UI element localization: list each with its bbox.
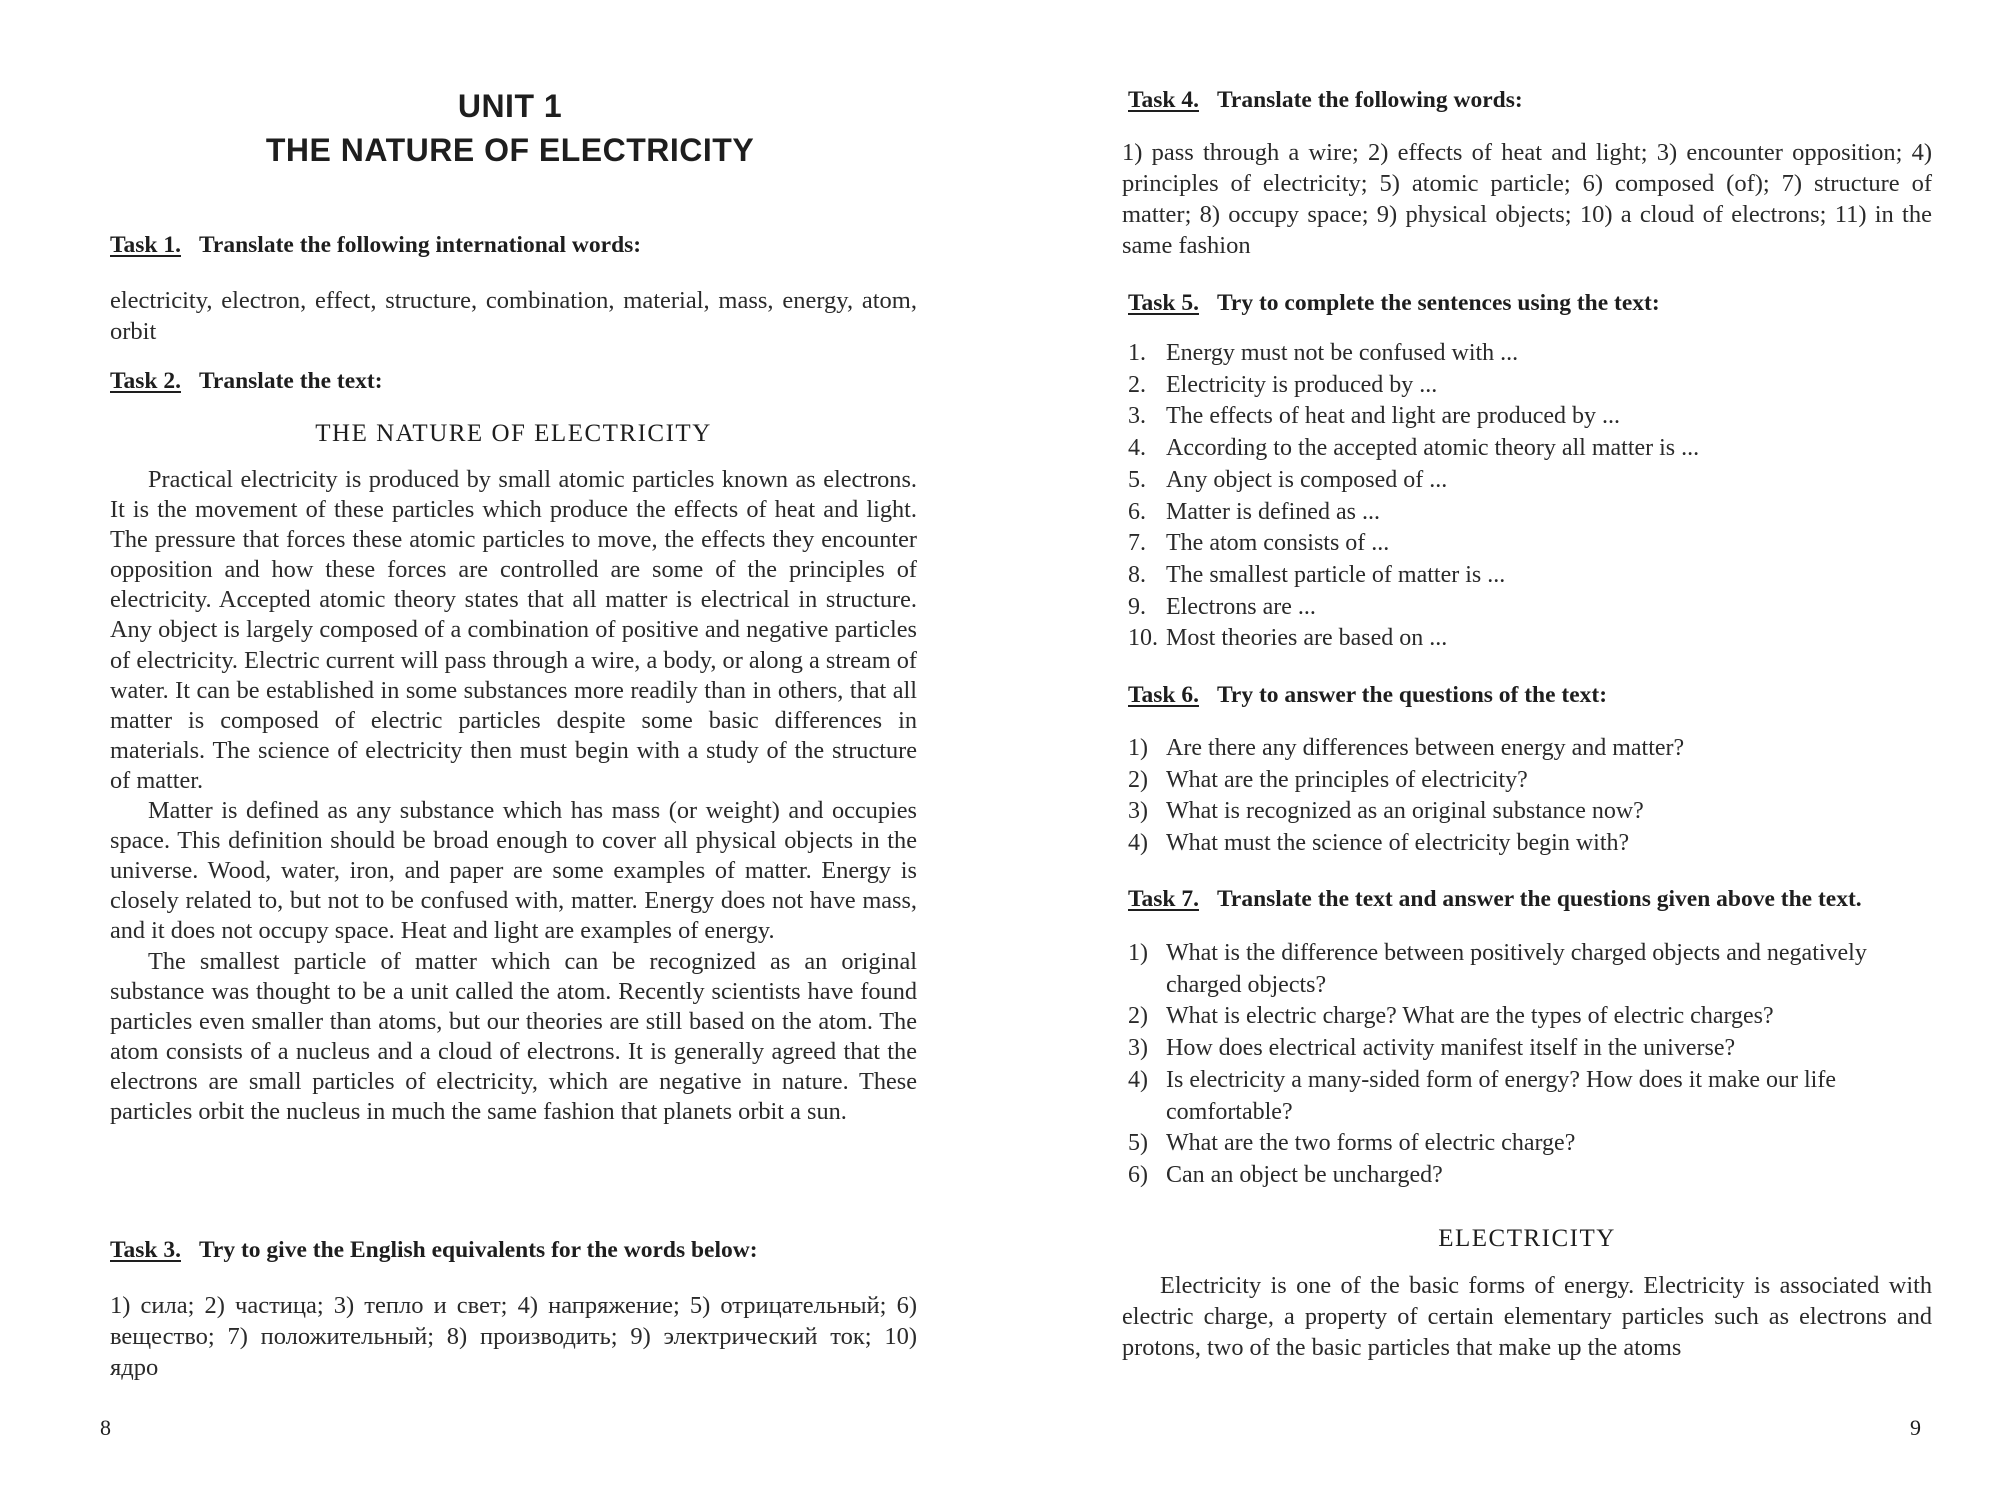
list-item (1128, 765, 1928, 797)
list-item (1128, 465, 1928, 497)
task5-label: Task 5. (1128, 290, 1199, 316)
paragraph: The smallest particle of matter which can be recognized as an original substance was thought to be a unit called the atom. Recently scientists have found particles even smaller than atoms, but our theories are still based on the atom. The atom consists of a nucleus and a cloud of electrons. It is generally agreed that the electrons are small particles of electricity, which are negative in nature. These particles orbit the nucleus in much the same fashion that planets orbit a sun. (110, 947, 917, 1125)
task4-heading (1128, 87, 1523, 114)
task6-list (1128, 733, 1928, 860)
item-number: 10. (1128, 625, 1158, 652)
task2-label: Task 2. (110, 368, 181, 394)
unit-title: UNIT 1 (457, 88, 563, 124)
list-item (1128, 1033, 1933, 1065)
item-text: Any object is composed of ... (1166, 466, 1448, 493)
task5-instruction: Try to complete the sentences using the text: (1216, 290, 1660, 316)
list-item (1128, 828, 1928, 860)
item-number: 8. (1128, 561, 1146, 588)
item-text: Are there any differences between energy and matter? (1166, 735, 1685, 761)
task3-instruction: Try to give the English equivalents for the words below: (198, 1237, 758, 1263)
item-number: 4) (1128, 830, 1148, 857)
item-number: 2) (1128, 766, 1148, 793)
task6-label: Task 6. (1128, 682, 1199, 708)
list-item (1128, 592, 1928, 624)
task4-label: Task 4. (1128, 87, 1199, 113)
item-text: What is the difference between positively charged objects and negatively charged objects? (1166, 940, 1867, 998)
task1-label: Task 1. (110, 232, 181, 258)
item-text: According to the accepted atomic theory all matter is ... (1166, 435, 1700, 462)
item-text: What must the science of electricity begin with? (1166, 830, 1630, 857)
item-number: 7. (1128, 530, 1146, 557)
item-text: Electricity is produced by ... (1166, 371, 1438, 398)
list-item (1128, 623, 1928, 655)
list-item (1128, 1160, 1933, 1192)
item-number: 2) (1128, 1003, 1148, 1030)
item-number: 3) (1128, 1035, 1148, 1062)
electricity-title: ELECTRICITY (1438, 1225, 1616, 1252)
list-item (1128, 938, 1933, 1001)
paragraph: Matter is defined as any substance which has mass (or weight) and occupies space. This definition should be broad enough to cover all physical objects in the universe. Wood, water, iron, and paper are some examples of matter. Energy is closely related to, but not to be confused with, matter. Energy does not have mass, and it does not occupy space. Heat and light are examples of energy. (110, 797, 917, 945)
item-number: 1. (1128, 340, 1146, 366)
item-text: What are the principles of electricity? (1166, 766, 1528, 793)
text-title: THE NATURE OF ELECTRICITY (315, 420, 712, 447)
paragraph: Practical electricity is produced by small atomic particles known as electrons. It is the movement of these particles which produce the effects of heat and light. The pressure that forces these atomic particles to move, the effects they encounter opposition and how these forces are controlled are some of the principles of electricity. Accepted atomic theory states that all matter is electrical in structure. Any object is largely composed of a combination of positive and negative particles of electricity. Electric current will pass through a wire, a body, or along a stream of water. It can be established in some substances more readily than in others, that all matter is composed of electric particles despite some basic differences in materials. The science of electricity then must begin with a study of the structure of matter. (110, 466, 917, 794)
item-text: What is electric charge? What are the types of electric charges? (1166, 1003, 1774, 1030)
task3-heading (110, 1237, 758, 1264)
task4-instruction: Translate the following words: (1216, 87, 1523, 113)
list-item (1128, 497, 1928, 529)
item-text: Matter is defined as ... (1166, 498, 1380, 525)
item-number: 5. (1128, 466, 1146, 493)
item-text: The atom consists of ... (1166, 530, 1390, 557)
list-item (1128, 796, 1928, 828)
item-text: Most theories are based on ... (1166, 625, 1448, 652)
list-item (1128, 733, 1928, 765)
item-text: What is recognized as an original substance now? (1166, 798, 1644, 825)
task7-heading (1128, 886, 1862, 913)
page-number-left: 8 (100, 1415, 111, 1440)
task7-label: Task 7. (1128, 886, 1199, 912)
unit-subtitle: THE NATURE OF ELECTRICITY (265, 132, 755, 168)
page-number-right: 9 (1910, 1415, 1921, 1440)
task1-words: electricity, electron, effect, structure, combination, material, mass, energy, atom, orbit (110, 287, 917, 345)
item-number: 1) (1128, 735, 1148, 761)
item-number: 2. (1128, 371, 1146, 398)
list-item (1128, 433, 1928, 465)
item-number: 5) (1128, 1130, 1148, 1157)
task2-heading (110, 368, 383, 395)
task6-instruction: Try to answer the questions of the text: (1216, 682, 1608, 708)
item-number: 4) (1128, 1066, 1148, 1093)
list-item (1128, 560, 1928, 592)
main-text (110, 465, 917, 1127)
item-text: What are the two forms of electric charge? (1166, 1130, 1576, 1157)
item-text: How does electrical activity manifest itself in the universe? (1166, 1035, 1736, 1062)
task3-words: 1) сила; 2) частица; 3) тепло и свет; 4) напряжение; 5) отрицательный; 6) вещество; 7) положительный; 8) производить; 9) электрический ток; 10) ядро (110, 1292, 917, 1381)
item-number: 9. (1128, 593, 1146, 620)
task5-list (1128, 338, 1928, 655)
task1-heading (110, 232, 641, 259)
list-item (1128, 370, 1928, 402)
item-text: The effects of heat and light are produced by ... (1166, 403, 1621, 430)
list-item (1128, 1128, 1933, 1160)
task1-instruction: Translate the following international words: (198, 232, 642, 258)
task7-instruction: Translate the text and answer the questions given above the text. (1216, 886, 1862, 912)
task6-heading (1128, 682, 1607, 709)
item-number: 4. (1128, 435, 1146, 462)
item-number: 3. (1128, 403, 1146, 430)
list-item (1128, 528, 1928, 560)
list-item (1128, 401, 1928, 433)
item-number: 6) (1128, 1161, 1148, 1188)
item-text: Can an object be uncharged? (1166, 1161, 1443, 1188)
list-item (1128, 338, 1928, 370)
task4-words: 1) pass through a wire; 2) effects of heat and light; 3) encounter opposition; 4) principles of electricity; 5) atomic particle; 6) composed (of); 7) structure of matter; 8) occupy space; 9) physical objects; 10) a cloud of electrons; 11) in the same fashion (1122, 139, 1932, 259)
list-item (1128, 1001, 1933, 1033)
item-number: 3) (1128, 798, 1148, 825)
item-text: Energy must not be confused with ... (1166, 340, 1519, 366)
item-text: Is electricity a many-sided form of energy? How does it make our life comfortable? (1166, 1066, 1836, 1125)
task2-instruction: Translate the text: (198, 368, 383, 394)
task7-list (1128, 938, 1933, 1192)
list-item (1128, 1065, 1933, 1128)
task3-label: Task 3. (110, 1237, 181, 1263)
right-page (1000, 0, 2000, 1505)
item-number: 6. (1128, 498, 1146, 525)
item-number: 1) (1128, 940, 1148, 966)
item-text: The smallest particle of matter is ... (1166, 561, 1506, 588)
task5-heading (1128, 290, 1660, 317)
electricity-text: Electricity is one of the basic forms of energy. Electricity is associated with electric charge, a property of certain elementary particles such as electrons and protons, two of the basic particles that make up the atoms (1122, 1272, 1932, 1361)
item-text: Electrons are ... (1166, 593, 1316, 620)
